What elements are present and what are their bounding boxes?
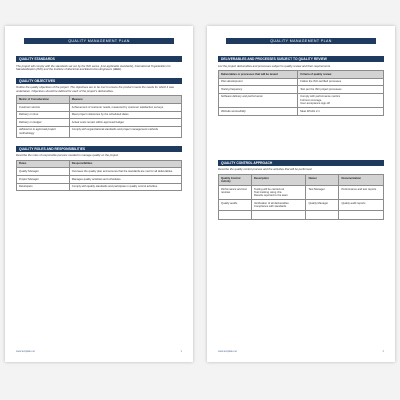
page-title: QUALITY MANAGEMENT PLAN xyxy=(226,38,376,44)
table-cell xyxy=(339,211,384,219)
document-page-1 xyxy=(5,26,193,362)
table-header-row xyxy=(219,71,384,79)
table-cell xyxy=(252,200,306,211)
page-footer xyxy=(218,350,384,353)
table-row xyxy=(219,108,384,116)
table-cell: Adherence to approved project methodology xyxy=(17,126,70,137)
table-cell: Follow the ISO-certified processes xyxy=(298,78,384,86)
page-number: 2 xyxy=(382,350,384,353)
table-cell: Performance and test reports xyxy=(339,185,384,199)
cell-line: Results reported to the team xyxy=(254,194,288,198)
column-header: Deliverables or processes that will be tested xyxy=(219,71,298,79)
table-row xyxy=(219,200,384,211)
section-heading-deliverables-review: DELIVERABLES AND PROCESSES SUBJECT TO QUALITY REVIEW xyxy=(218,56,384,62)
table-cell: Project Manager xyxy=(17,176,70,184)
page-number: 1 xyxy=(180,350,182,353)
table-header-row xyxy=(219,174,384,185)
table-cell: Quality audits xyxy=(219,200,252,211)
table-cell: Meet WCAG 2.1 xyxy=(298,108,384,116)
table-cell: Oversees the quality plan and ensures that the standards are met for all deliverables. xyxy=(69,168,181,176)
table-row xyxy=(219,211,384,219)
cell-line: Testing will be carried out xyxy=(254,187,285,191)
table-row xyxy=(17,183,182,191)
table-cell: Achievement of customer needs, measured by customer satisfaction surveys xyxy=(69,103,181,111)
table-row xyxy=(219,78,384,86)
table-row xyxy=(17,119,182,127)
table-cell: Customer service xyxy=(17,103,70,111)
table-cell: Website accessibility xyxy=(219,108,298,116)
quality-control-text: Describe the quality control process and the activities that will be performed. xyxy=(218,167,313,172)
document-page-2 xyxy=(207,26,395,362)
cell-line: Full test coverage xyxy=(300,98,322,102)
quality-control-table xyxy=(218,174,384,220)
quality-roles-text: Describe the roles of responsible persons needed to manage quality on the project. xyxy=(16,153,119,158)
table-cell: Delivery on budget xyxy=(17,119,70,127)
section-heading-quality-roles: QUALITY ROLES AND RESPONSIBILITIES xyxy=(16,146,182,152)
section-heading-quality-objectives: QUALITY OBJECTIVES xyxy=(16,78,182,84)
table-cell: Test Manager xyxy=(306,185,339,199)
table-header-row xyxy=(17,160,182,168)
table-cell: Comply with quality standards and participate in quality control activities. xyxy=(69,183,181,191)
table-row xyxy=(17,126,182,137)
table-cell: Comply with organizational standards and project management methods xyxy=(69,126,181,137)
column-header: Owner xyxy=(306,174,339,185)
spacer xyxy=(218,124,384,160)
column-header: Quality Control Activity xyxy=(219,174,252,185)
cell-line: Compliance with standards xyxy=(254,205,287,209)
table-cell xyxy=(306,211,339,219)
table-row xyxy=(17,111,182,119)
table-row xyxy=(17,176,182,184)
deliverables-table xyxy=(218,70,384,116)
roles-table xyxy=(16,160,182,191)
section-heading-quality-control: QUALITY CONTROL APPROACH xyxy=(218,160,384,166)
objectives-table xyxy=(16,95,182,137)
column-header: Measure xyxy=(69,96,181,104)
table-cell: Testing frequency xyxy=(219,86,298,94)
column-header: Description xyxy=(252,174,306,185)
column-header: Metric of Consideration xyxy=(17,96,70,104)
table-cell xyxy=(298,93,384,107)
column-header: Criteria of quality review xyxy=(298,71,384,79)
cell-line: Test tracking using Jira xyxy=(254,190,282,194)
table-row xyxy=(219,86,384,94)
table-cell: Performance and test reviews xyxy=(219,185,252,199)
cell-line: Comply with performance metrics xyxy=(300,95,341,99)
table-header-row xyxy=(17,96,182,104)
table-cell xyxy=(219,211,252,219)
column-header: Documentation xyxy=(339,174,384,185)
table-row xyxy=(219,185,384,199)
page-footer xyxy=(16,350,182,353)
table-cell: Quality Manager xyxy=(17,168,70,176)
cell-line: User acceptance sign-off xyxy=(300,102,330,106)
table-cell: Delivery on time xyxy=(17,111,70,119)
table-cell: Developers xyxy=(17,183,70,191)
table-cell: Software delivery and performance xyxy=(219,93,298,107)
section-heading-quality-standards: QUALITY STANDARDS xyxy=(16,56,182,62)
table-cell: Plan development xyxy=(219,78,298,86)
quality-objectives-text: Outline the quality objectives of the project. The objectives are to be met to ensure the product meets the needs for which it was undertaken. Objectives should be defined for each of the project's deliverables. xyxy=(16,85,174,93)
table-cell: Quality Manager xyxy=(306,200,339,211)
quality-standards-text: The project will comply with the standards set out by the ISO series. [List applicable standards], International Organization for Standardization (ISO) and the Institute of Electrical and Electronics Engineers (IEEE). xyxy=(16,63,171,72)
table-cell: Actual costs remain within approved budget xyxy=(69,119,181,127)
column-header: Roles xyxy=(17,160,70,168)
table-cell xyxy=(252,211,306,219)
table-row xyxy=(17,168,182,176)
table-cell xyxy=(252,185,306,199)
column-header: Responsibilities xyxy=(69,160,181,168)
table-cell: Test per the ISO project processes xyxy=(298,86,384,94)
table-cell: Quality audit reports xyxy=(339,200,384,211)
page-title: QUALITY MANAGEMENT PLAN xyxy=(24,38,174,44)
table-row xyxy=(219,93,384,107)
footer-link[interactable]: www.template.net xyxy=(218,350,237,353)
deliverables-text: List the project deliverables and processes subject to quality review and their requirements. xyxy=(218,63,331,68)
table-row xyxy=(17,103,182,111)
table-cell: Manages quality activities and schedules. xyxy=(69,176,181,184)
footer-link[interactable]: www.template.net xyxy=(16,350,35,353)
cell-line: Verification of all deliverables xyxy=(254,201,289,205)
table-cell: Meet project milestones by the scheduled dates xyxy=(69,111,181,119)
